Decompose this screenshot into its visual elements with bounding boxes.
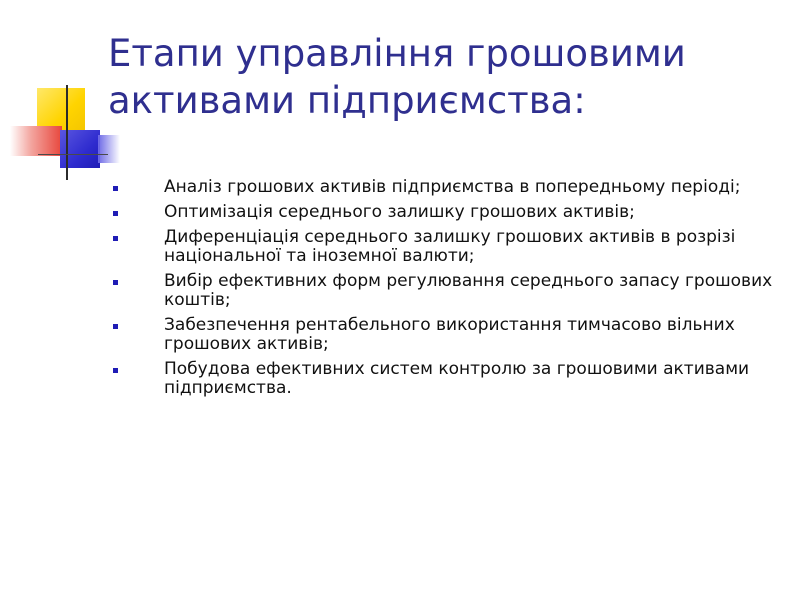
list-item xyxy=(100,203,780,222)
square-bullet-icon xyxy=(113,186,118,191)
blue-square-fade xyxy=(98,135,120,163)
horizontal-line xyxy=(38,154,108,155)
bullet-list xyxy=(100,178,780,404)
list-item xyxy=(100,272,780,310)
list-item-text: Диференціація середнього залишку грошових активів в розрізі національної та іноземної валюти; xyxy=(164,227,736,266)
yellow-square xyxy=(37,88,85,130)
list-item-text: Оптимізація середнього залишку грошових активів; xyxy=(164,202,635,222)
list-item-text: Забезпечення рентабельного використання тимчасово вільних грошових активів; xyxy=(164,315,735,354)
square-bullet-icon xyxy=(113,324,118,329)
list-item-text: Побудова ефективних систем контролю за грошовими активами підприємства. xyxy=(164,359,750,398)
list-item xyxy=(100,316,780,354)
square-bullet-icon xyxy=(113,236,118,241)
slide-title: Етапи управління грошовими активами підприємства: xyxy=(108,32,686,122)
list-item-text: Аналіз грошових активів підприємства в попередньому періоді; xyxy=(164,177,741,197)
vertical-line xyxy=(66,85,68,180)
square-bullet-icon xyxy=(113,280,118,285)
list-item xyxy=(100,360,780,398)
list-item xyxy=(100,228,780,266)
list-item xyxy=(100,178,780,197)
red-square xyxy=(10,126,62,156)
square-bullet-icon xyxy=(113,368,118,373)
square-bullet-icon xyxy=(113,211,118,216)
list-item-text: Вибір ефективних форм регулювання середнього запасу грошових коштів; xyxy=(164,271,773,310)
